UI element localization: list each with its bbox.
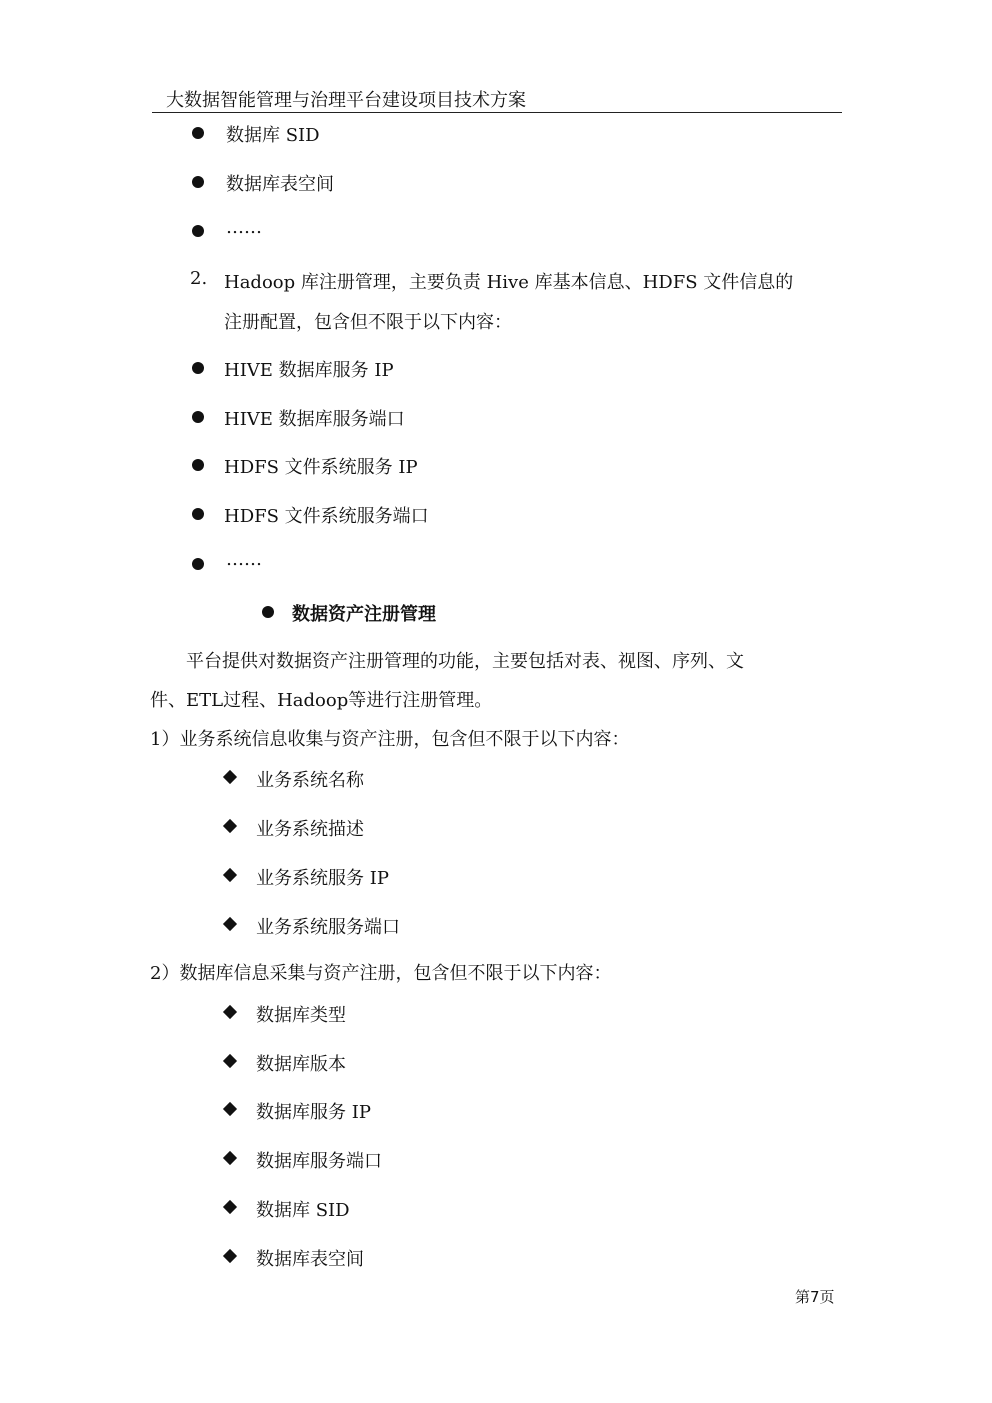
- list-number: 2.: [190, 268, 208, 289]
- bullet-icon: [192, 558, 204, 570]
- bullet-icon: [192, 459, 204, 471]
- diamond-bullet-icon: [223, 1054, 237, 1068]
- bullet-icon: [192, 411, 204, 423]
- diamond-bullet-icon: [223, 1151, 237, 1165]
- list-item: ……: [226, 217, 262, 238]
- bullet-icon: [192, 362, 204, 374]
- diamond-bullet-icon: [223, 1200, 237, 1214]
- list-item: 数据库表空间: [256, 1249, 364, 1270]
- list-item: 业务系统服务端口: [256, 917, 400, 938]
- diamond-bullet-icon: [223, 770, 237, 784]
- list-item: 数据库版本: [256, 1054, 346, 1075]
- diamond-bullet-icon: [223, 917, 237, 931]
- section-subheading: 数据资产注册管理: [292, 604, 436, 625]
- bullet-icon: [262, 606, 274, 618]
- numbered-item-text: Hadoop 库注册管理，主要负责 Hive 库基本信息、HDFS 文件信息的: [224, 272, 794, 293]
- list-item: 数据库 SID: [226, 125, 320, 146]
- list-item: ……: [226, 549, 262, 570]
- list-item: 数据库 SID: [256, 1200, 350, 1221]
- list-item: 数据库类型: [256, 1005, 346, 1026]
- diamond-bullet-icon: [223, 1249, 237, 1263]
- list-item: 数据库服务 IP: [256, 1102, 371, 1123]
- bullet-icon: [192, 225, 204, 237]
- header-divider: [152, 112, 842, 113]
- list-item: 数据库服务端口: [256, 1151, 382, 1172]
- document-header-title: 大数据智能管理与治理平台建设项目技术方案: [166, 90, 526, 111]
- paragraph-line: 平台提供对数据资产注册管理的功能，主要包括对表、视图、序列、文: [186, 651, 744, 672]
- diamond-bullet-icon: [223, 1005, 237, 1019]
- diamond-bullet-icon: [223, 868, 237, 882]
- list-item: HIVE 数据库服务 IP: [224, 360, 394, 381]
- list-item: 数据库表空间: [226, 174, 334, 195]
- numbered-item-text-continued: 注册配置，包含但不限于以下内容：: [224, 312, 512, 333]
- list-item: 业务系统名称: [256, 770, 364, 791]
- list-item: HDFS 文件系统服务 IP: [224, 457, 418, 478]
- section-heading: 2）数据库信息采集与资产注册，包含但不限于以下内容：: [150, 963, 612, 984]
- bullet-icon: [192, 127, 204, 139]
- bullet-icon: [192, 508, 204, 520]
- list-item: HIVE 数据库服务端口: [224, 409, 405, 430]
- list-item: 业务系统服务 IP: [256, 868, 389, 889]
- diamond-bullet-icon: [223, 1102, 237, 1116]
- page-number: 第7页: [795, 1288, 835, 1306]
- list-item: HDFS 文件系统服务端口: [224, 506, 429, 527]
- bullet-icon: [192, 176, 204, 188]
- paragraph-line: 件、ETL过程、Hadoop等进行注册管理。: [150, 690, 493, 711]
- section-heading: 1）业务系统信息收集与资产注册，包含但不限于以下内容：: [150, 729, 630, 750]
- list-item: 业务系统描述: [256, 819, 364, 840]
- diamond-bullet-icon: [223, 819, 237, 833]
